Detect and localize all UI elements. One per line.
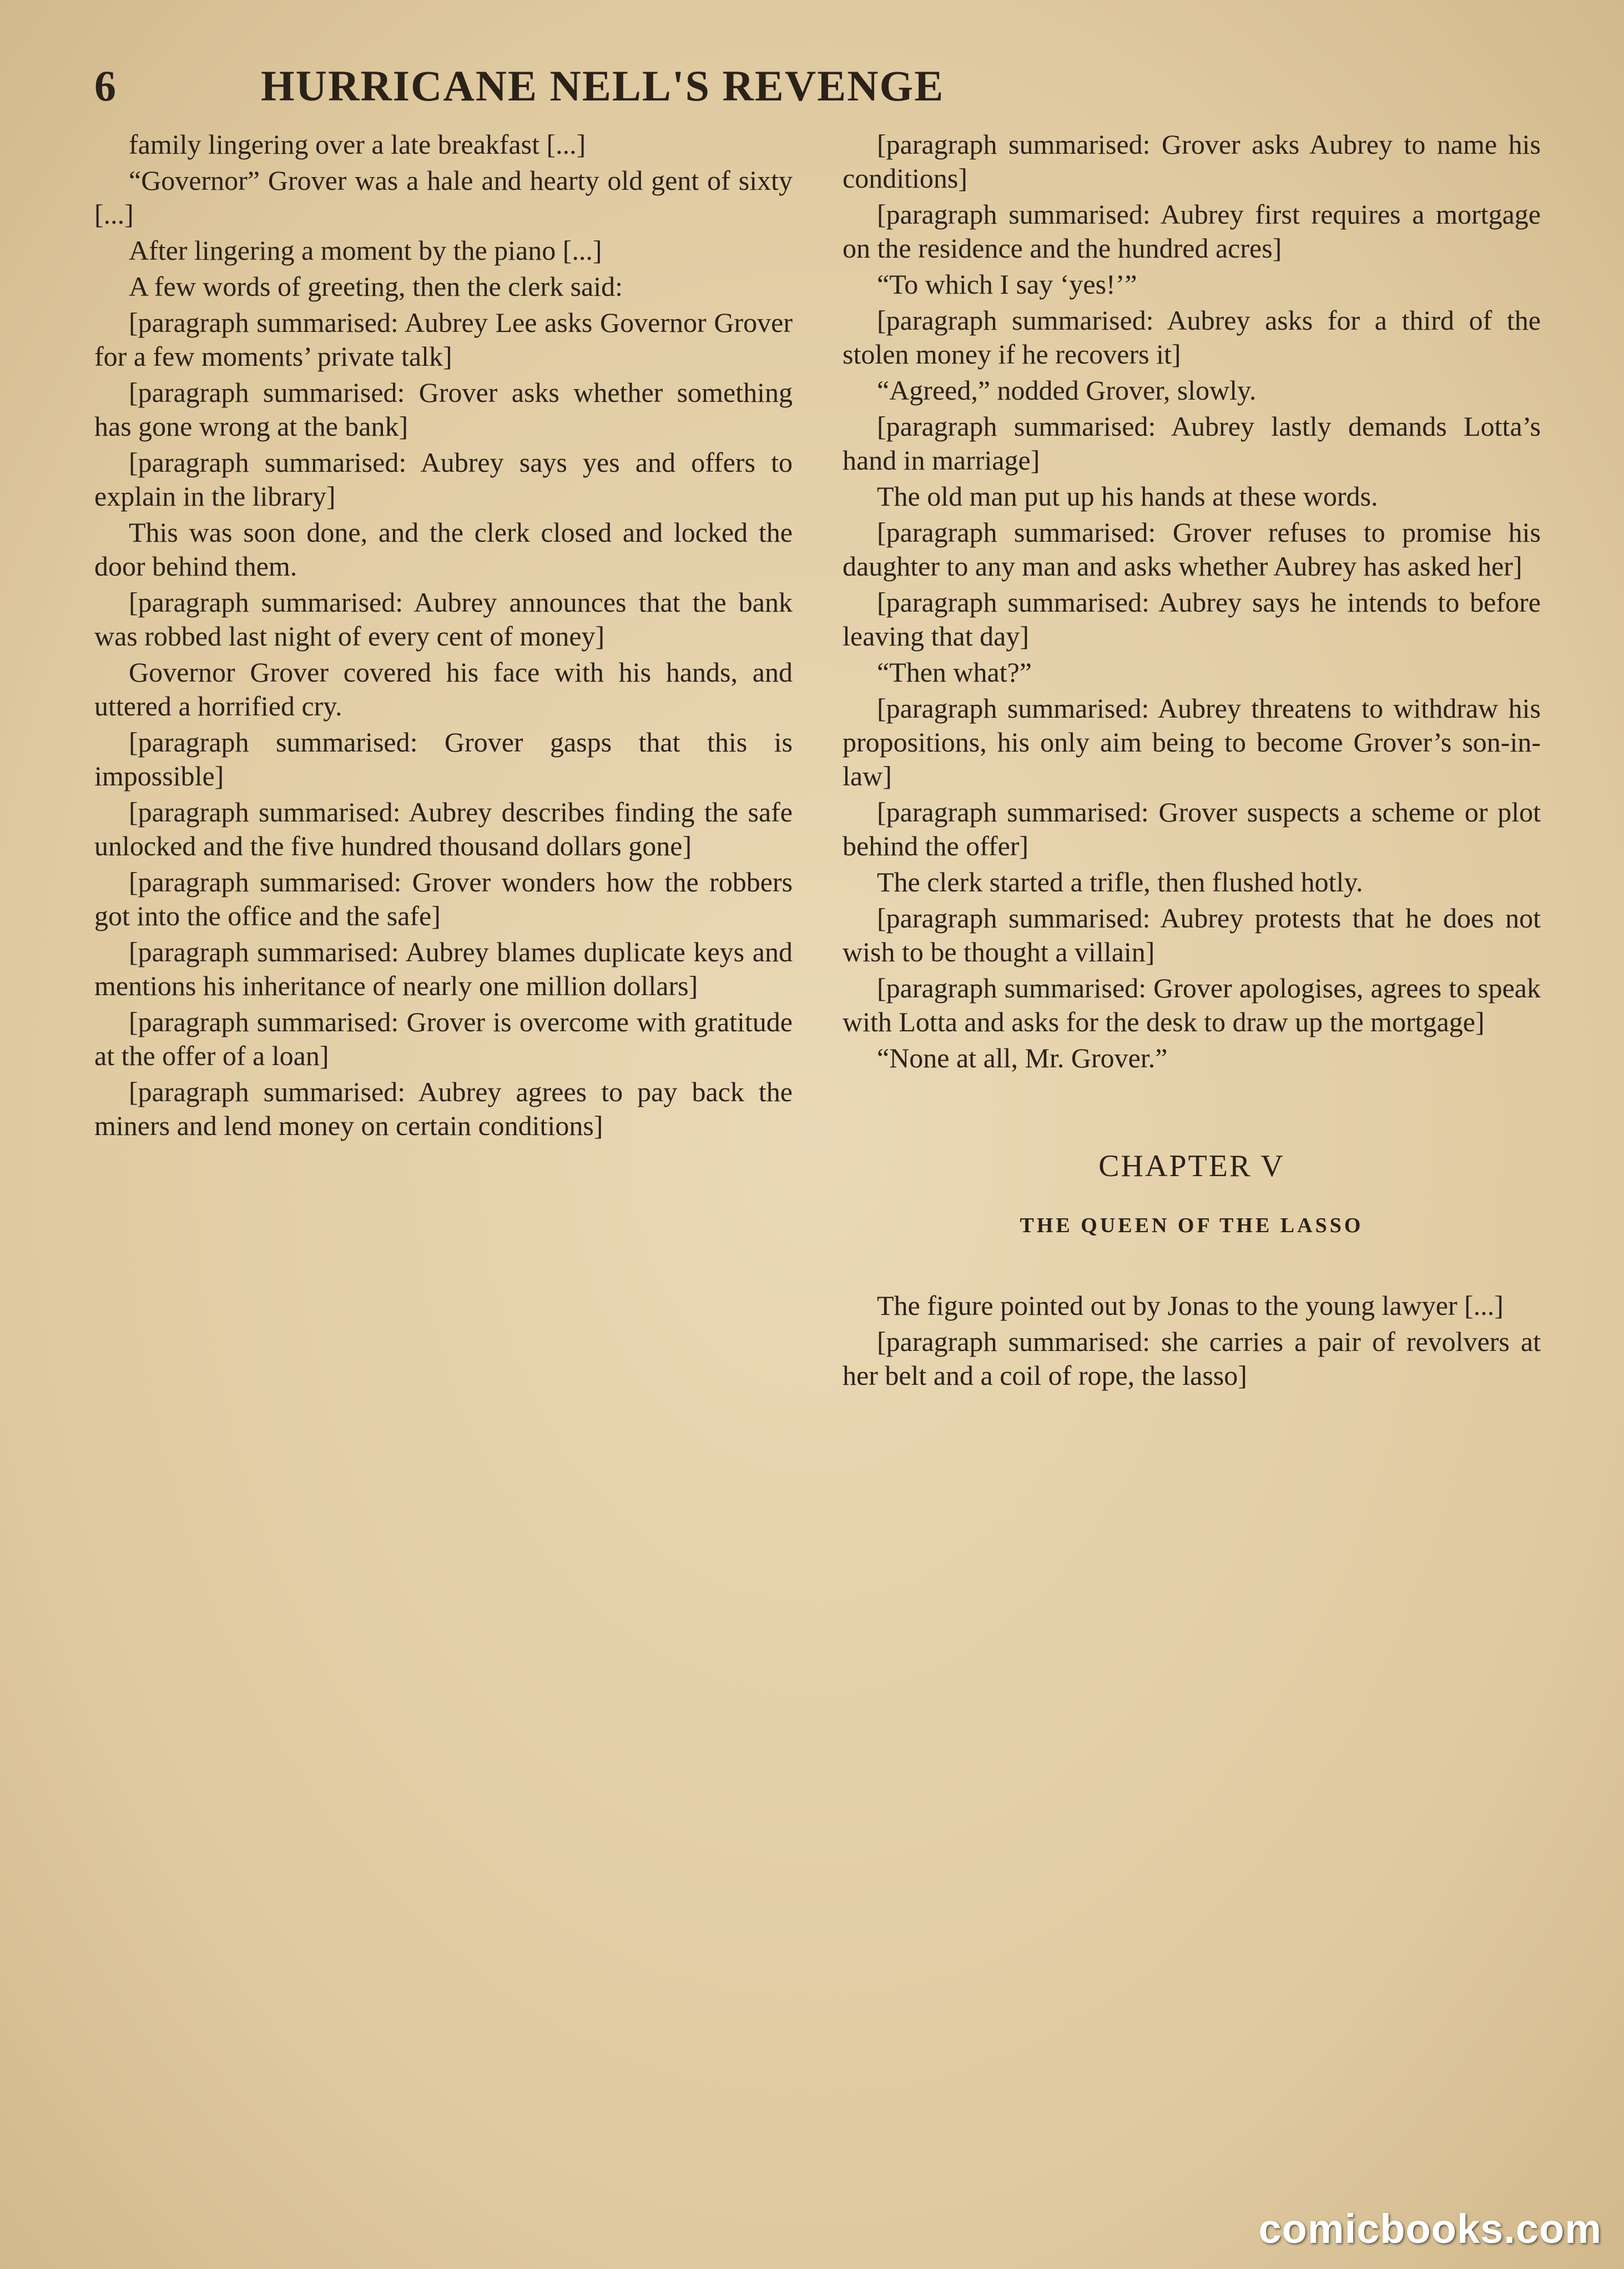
- page-number: 6: [94, 62, 116, 110]
- paragraph: [paragraph summarised: she carries a pair of revolvers at her belt and a coil of rope, the lasso]: [843, 1325, 1541, 1391]
- paragraph: The clerk started a trifle, then flushed hotly.: [877, 866, 1363, 897]
- paragraph: [paragraph summarised: Aubrey threatens to withdraw his propositions, his only aim being to become Grover’s son-in-law]: [843, 693, 1541, 791]
- paragraph: [paragraph summarised: Aubrey says he intends to before leaving that day]: [843, 587, 1541, 652]
- paragraph: family lingering over a late breakfast [...]: [129, 129, 586, 160]
- page-header: [94, 61, 1541, 111]
- paragraph: [paragraph summarised: Aubrey blames duplicate keys and mentions his inheritance of nearly one million dollars]: [94, 936, 793, 1001]
- paragraph: [paragraph summarised: Aubrey says yes and offers to explain in the library]: [94, 447, 793, 512]
- paragraph: [paragraph summarised: Aubrey announces that the bank was robbed last night of every cent of money]: [94, 587, 793, 652]
- paragraph: [paragraph summarised: Grover refuses to promise his daughter to any man and asks whether Aubrey has asked her]: [843, 517, 1541, 582]
- paragraph: [paragraph summarised: Grover apologises, agrees to speak with Lotta and asks for the desk to draw up the mortgage]: [843, 972, 1541, 1037]
- running-title: HURRICANE NELL'S REVENGE: [261, 62, 945, 110]
- paragraph: [paragraph summarised: Grover asks whether something has gone wrong at the bank]: [94, 377, 793, 442]
- right-column: [843, 128, 1541, 1395]
- paragraph: The figure pointed out by Jonas to the young lawyer [...]: [877, 1289, 1504, 1321]
- paragraph: [paragraph summarised: Aubrey first requires a mortgage on the residence and the hundred acres]: [843, 199, 1541, 264]
- paragraph: [paragraph summarised: Grover suspects a scheme or plot behind the offer]: [843, 796, 1541, 861]
- paragraph: [paragraph summarised: Grover asks Aubrey to name his conditions]: [843, 129, 1541, 194]
- paragraph: [paragraph summarised: Aubrey Lee asks Governor Grover for a few moments’ private talk]: [94, 307, 793, 372]
- paragraph: The old man put up his hands at these words.: [877, 481, 1378, 512]
- paragraph: “Governor” Grover was a hale and hearty old gent of sixty [...]: [94, 165, 793, 230]
- left-column: [94, 128, 793, 1395]
- paragraph: “To which I say ‘yes!’”: [877, 269, 1137, 300]
- paragraph: Governor Grover covered his face with his hands, and uttered a horrified cry.: [94, 657, 793, 722]
- right-column-body: [843, 128, 1541, 1075]
- paragraph: [paragraph summarised: Grover wonders how the robbers got into the office and the safe]: [94, 866, 793, 931]
- paragraph: “Then what?”: [877, 657, 1032, 688]
- paragraph: “Agreed,” nodded Grover, slowly.: [877, 375, 1257, 406]
- watermark-logo: comicbooks.com: [1258, 2206, 1602, 2252]
- paragraph: [paragraph summarised: Grover is overcome with gratitude at the offer of a loan]: [94, 1006, 793, 1071]
- paragraph: [paragraph summarised: Aubrey describes finding the safe unlocked and the five hundred thousand dollars gone]: [94, 796, 793, 861]
- paragraph: This was soon done, and the clerk closed and locked the door behind them.: [94, 517, 793, 582]
- paragraph: “None at all, Mr. Grover.”: [877, 1042, 1168, 1073]
- text-columns: [94, 128, 1541, 1395]
- paragraph: After lingering a moment by the piano [...]: [129, 235, 602, 266]
- paragraph: [paragraph summarised: Aubrey agrees to pay back the miners and lend money on certain conditions]: [94, 1076, 793, 1141]
- chapter-heading: CHAPTER V: [1098, 1149, 1285, 1183]
- paragraph: [paragraph summarised: Aubrey lastly demands Lotta’s hand in marriage]: [843, 411, 1541, 476]
- paragraph: [paragraph summarised: Aubrey asks for a third of the stolen money if he recovers it]: [843, 305, 1541, 370]
- paragraph: A few words of greeting, then the clerk said:: [129, 271, 623, 302]
- paragraph: [paragraph summarised: Grover gasps that this is impossible]: [94, 727, 793, 791]
- chapter-body: [843, 1289, 1541, 1393]
- paragraph: [paragraph summarised: Aubrey protests that he does not wish to be thought a villain]: [843, 902, 1541, 967]
- chapter-subtitle: THE QUEEN OF THE LASSO: [1020, 1214, 1364, 1238]
